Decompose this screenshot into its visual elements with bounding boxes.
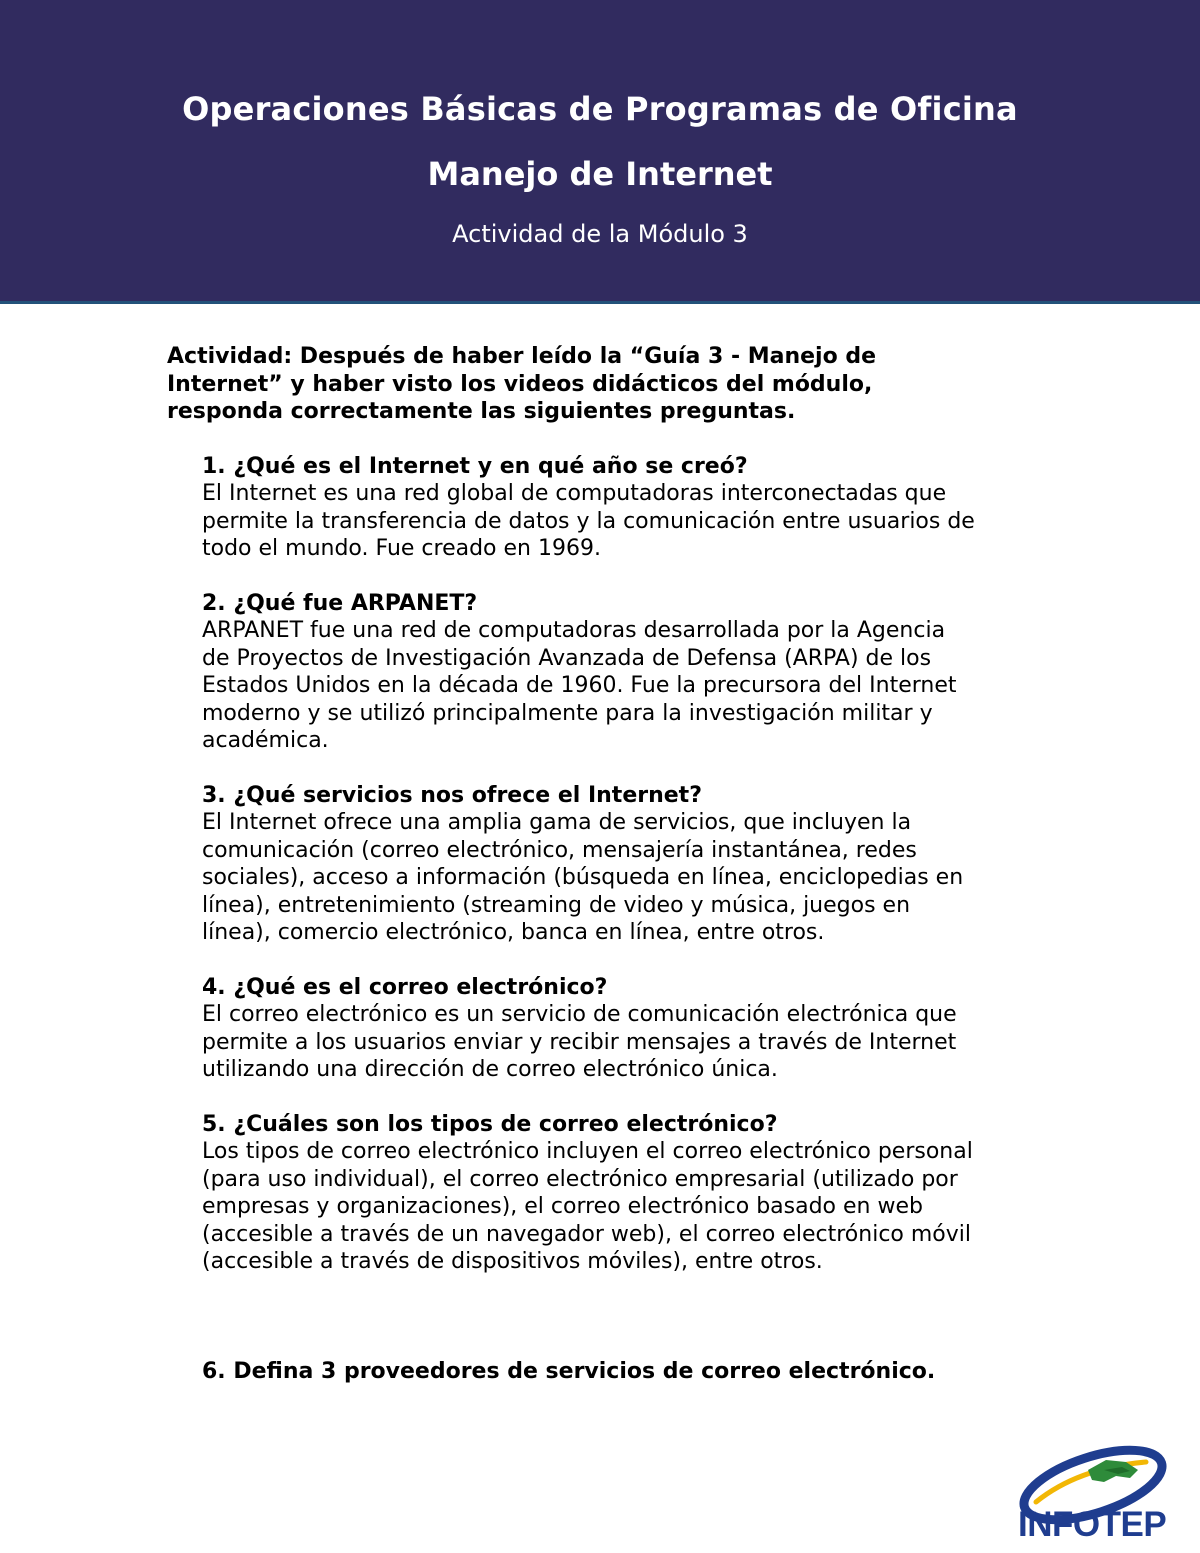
instructions-line: Internet” y haber visto los videos didácticos del módulo,	[167, 371, 873, 397]
answer-line: utilizando una dirección de correo electrónico única.	[202, 1057, 778, 1083]
answer-line: de Proyectos de Investigación Avanzada de Defensa (ARPA) de los	[202, 645, 932, 671]
answer-line: (accesible a través de un navegador web), el correo electrónico móvil	[202, 1221, 972, 1247]
answer-line: comunicación (correo electrónico, mensajería instantánea, redes	[202, 837, 917, 863]
question-block-2	[202, 590, 1062, 754]
answer-line: El correo electrónico es un servicio de comunicación electrónica que	[202, 1002, 957, 1028]
question-text: 2. ¿Qué fue ARPANET?	[202, 591, 478, 616]
answer-line: (para uso individual), el correo electrónico empresarial (utilizado por	[202, 1166, 958, 1192]
answer-line: (accesible a través de dispositivos móviles), entre otros.	[202, 1249, 823, 1275]
question-text: 3. ¿Qué servicios nos ofrece el Internet?	[202, 783, 702, 808]
answer-line: empresas y organizaciones), el correo electrónico basado en web	[202, 1194, 923, 1220]
answer-line: Estados Unidos en la década de 1960. Fue la precursora del Internet	[202, 673, 957, 699]
question-block-3	[202, 782, 1062, 946]
question-block-5	[202, 1111, 1062, 1275]
answer-line: Los tipos de correo electrónico incluyen el correo electrónico personal	[202, 1139, 973, 1165]
answer-line: El Internet ofrece una amplia gama de servicios, que incluyen la	[202, 810, 912, 836]
answer-line: académica.	[202, 728, 329, 754]
activity-label: Actividad de la Módulo 3	[452, 220, 748, 248]
instructions-line: responda correctamente las siguientes preguntas.	[167, 399, 796, 424]
answer-line: permite a los usuarios enviar y recibir mensajes a través de Internet	[202, 1029, 957, 1055]
document-header	[0, 0, 1200, 304]
answer-line: El Internet es una red global de computadoras interconectadas que	[202, 481, 947, 507]
activity-instructions	[167, 343, 987, 426]
question-6-text: 6. Defina 3 proveedores de servicios de correo electrónico.	[202, 1359, 936, 1384]
question-text: 5. ¿Cuáles son los tipos de correo electrónico?	[202, 1112, 778, 1137]
answer-line: moderno y se utilizó principalmente para la investigación militar y	[202, 700, 933, 726]
answer-line: línea), comercio electrónico, banca en línea, entre otros.	[202, 920, 825, 946]
answer-line: línea), entretenimiento (streaming de video y música, juegos en	[202, 892, 911, 918]
answer-line: todo el mundo. Fue creado en 1969.	[202, 536, 601, 562]
document-title: Operaciones Básicas de Programas de Oficina	[182, 90, 1018, 128]
question-block-1	[202, 453, 1062, 563]
question-text: 4. ¿Qué es el correo electrónico?	[202, 975, 608, 1000]
question-block-4	[202, 974, 1062, 1084]
answer-line: ARPANET fue una red de computadoras desarrollada por la Agencia	[202, 618, 946, 644]
answer-line: permite la transferencia de datos y la comunicación entre usuarios de	[202, 508, 975, 534]
question-text: 1. ¿Qué es el Internet y en qué año se creó?	[202, 454, 748, 479]
answer-line: sociales), acceso a información (búsqueda en línea, enciclopedias en	[202, 865, 964, 891]
document-subtitle: Manejo de Internet	[427, 155, 773, 193]
instructions-line: Actividad: Después de haber leído la “Guía 3 - Manejo de	[167, 344, 877, 369]
infotep-logo-text: INFOTEP	[1018, 1505, 1167, 1544]
